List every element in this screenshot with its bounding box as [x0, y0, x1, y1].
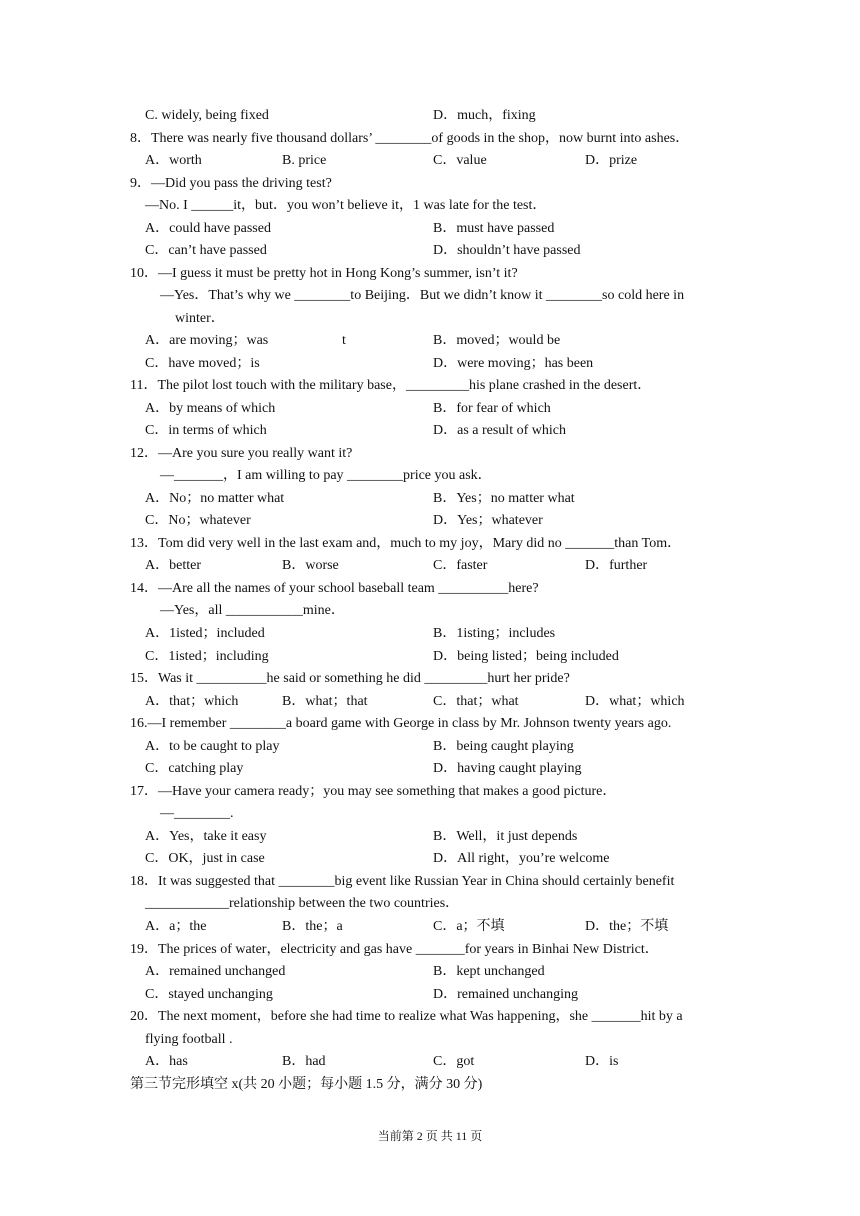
q12-option-a: A．No；no matter what [145, 491, 285, 506]
q16-option-a: A．to be caught to play [145, 739, 280, 754]
q18-option-b: B．the；a [282, 919, 343, 934]
q12-option-d: D．Yes；whatever [433, 513, 543, 528]
q12-option-b: B．Yes；no matter what [433, 491, 575, 506]
q11-option-c: C．in terms of which [145, 423, 267, 438]
q8-option-a: A．worth [145, 153, 202, 168]
q20-option-b: B．had [282, 1054, 326, 1069]
q19-option-a: A．remained unchanged [145, 964, 286, 979]
q18-option-d: D．the；不填 [585, 919, 669, 934]
q13-stem: 13．Tom did very well in the last exam and，much to my joy，Mary did no _______than Tom． [130, 536, 682, 551]
q9-option-b: B．must have passed [433, 221, 555, 236]
q19-option-d: D．remained unchanging [433, 987, 579, 1002]
q15-option-a: A．that；which [145, 694, 239, 709]
q10-stray-char: t [342, 333, 346, 348]
q17-option-a: A．Yes，take it easy [145, 829, 267, 844]
q12-option-c: C．No；whatever [145, 513, 251, 528]
q16-option-b: B．being caught playing [433, 739, 574, 754]
q20-option-a: A．has [145, 1054, 188, 1069]
q20-option-d: D．is [585, 1054, 619, 1069]
q17-option-d: D．All right，you’re welcome [433, 851, 610, 866]
q16-stem: 16.—I remember ________a board game with George in class by Mr. Johnson twenty years ago. [130, 716, 672, 731]
q12-stem: 12．—Are you sure you really want it? [130, 446, 353, 461]
q11-stem: 11．The pilot lost touch with the military base，_________his plane crashed in the desert． [130, 378, 652, 393]
q10-option-c: C．have moved；is [145, 356, 260, 371]
q8-option-b: B. price [282, 153, 327, 168]
q18-option-a: A．a；the [145, 919, 207, 934]
q20-stem: 20．The next moment，before she had time to realize what Was happening，she _______hit by a [130, 1009, 683, 1024]
q9-reply: —No. I ______it，but．you won’t believe it，1 was late for the test． [145, 198, 547, 213]
q18-stem-cont: ____________relationship between the two countries． [145, 896, 460, 911]
q16-option-c: C．catching play [145, 761, 244, 776]
q14-option-b: B．1isting；includes [433, 626, 556, 641]
q20-option-c: C．got [433, 1054, 475, 1069]
q10-option-a: A．are moving；was [145, 333, 269, 348]
q10-reply-cont: winter． [175, 311, 225, 326]
q8-option-d: D．prize [585, 153, 638, 168]
q18-option-c: C．a；不填 [433, 919, 505, 934]
q15-option-b: B．what；that [282, 694, 368, 709]
q18-stem: 18．It was suggested that ________big event like Russian Year in China should certainly benefit [130, 874, 675, 889]
q13-option-d: D．further [585, 558, 648, 573]
q9-stem: 9．—Did you pass the driving test? [130, 176, 332, 191]
q9-option-d: D．shouldn’t have passed [433, 243, 581, 258]
q10-option-d: D．were moving；has been [433, 356, 594, 371]
q14-stem: 14．—Are all the names of your school baseball team __________here? [130, 581, 539, 596]
q14-option-c: C．1isted；including [145, 649, 269, 664]
page-footer: 当前第 2 页 共 11 页 [377, 1129, 483, 1143]
q9-option-c: C．can’t have passed [145, 243, 267, 258]
section-3-heading: 第三节完形填空 x(共 20 小题；每小题 1.5 分，满分 30 分) [130, 1077, 483, 1092]
q9-option-a: A．could have passed [145, 221, 271, 236]
q15-option-c: C．that；what [433, 694, 519, 709]
q14-reply: —Yes，all ___________mine． [160, 603, 345, 618]
q7-option-d: D．much，fixing [433, 108, 536, 123]
q19-option-b: B．kept unchanged [433, 964, 545, 979]
q19-option-c: C．stayed unchanging [145, 987, 273, 1002]
q20-stem-cont: flying football . [145, 1032, 233, 1047]
q8-stem: 8．There was nearly five thousand dollars’ ________of goods in the shop，now burnt into ashes． [130, 131, 690, 146]
q15-option-d: D．what；which [585, 694, 685, 709]
q14-option-a: A．1isted；included [145, 626, 265, 641]
q12-reply: —_______，I am willing to pay ________price you ask． [160, 468, 492, 483]
q17-option-b: B．Well，it just depends [433, 829, 578, 844]
q15-stem: 15．Was it __________he said or something he did _________hurt her pride? [130, 671, 570, 686]
q10-stem: 10．—I guess it must be pretty hot in Hong Kong’s summer, isn’t it? [130, 266, 518, 281]
q11-option-a: A．by means of which [145, 401, 276, 416]
q17-reply: —________. [160, 806, 234, 821]
q7-option-c: C. widely, being fixed [145, 108, 269, 123]
q8-option-c: C．value [433, 153, 487, 168]
q13-option-b: B．worse [282, 558, 339, 573]
q10-option-b: B．moved；would be [433, 333, 561, 348]
q16-option-d: D．having caught playing [433, 761, 582, 776]
q19-stem: 19．The prices of water，electricity and gas have _______for years in Binhai New District． [130, 942, 659, 957]
q14-option-d: D．being listed；being included [433, 649, 619, 664]
q17-option-c: C．OK，just in case [145, 851, 265, 866]
q11-option-d: D．as a result of which [433, 423, 566, 438]
q11-option-b: B．for fear of which [433, 401, 551, 416]
q13-option-a: A．better [145, 558, 201, 573]
q13-option-c: C．faster [433, 558, 488, 573]
q10-reply: —Yes．That’s why we ________to Beijing．But we didn’t know it ________so cold here in [160, 288, 685, 303]
q17-stem: 17．—Have your camera ready；you may see something that makes a good picture． [130, 784, 617, 799]
